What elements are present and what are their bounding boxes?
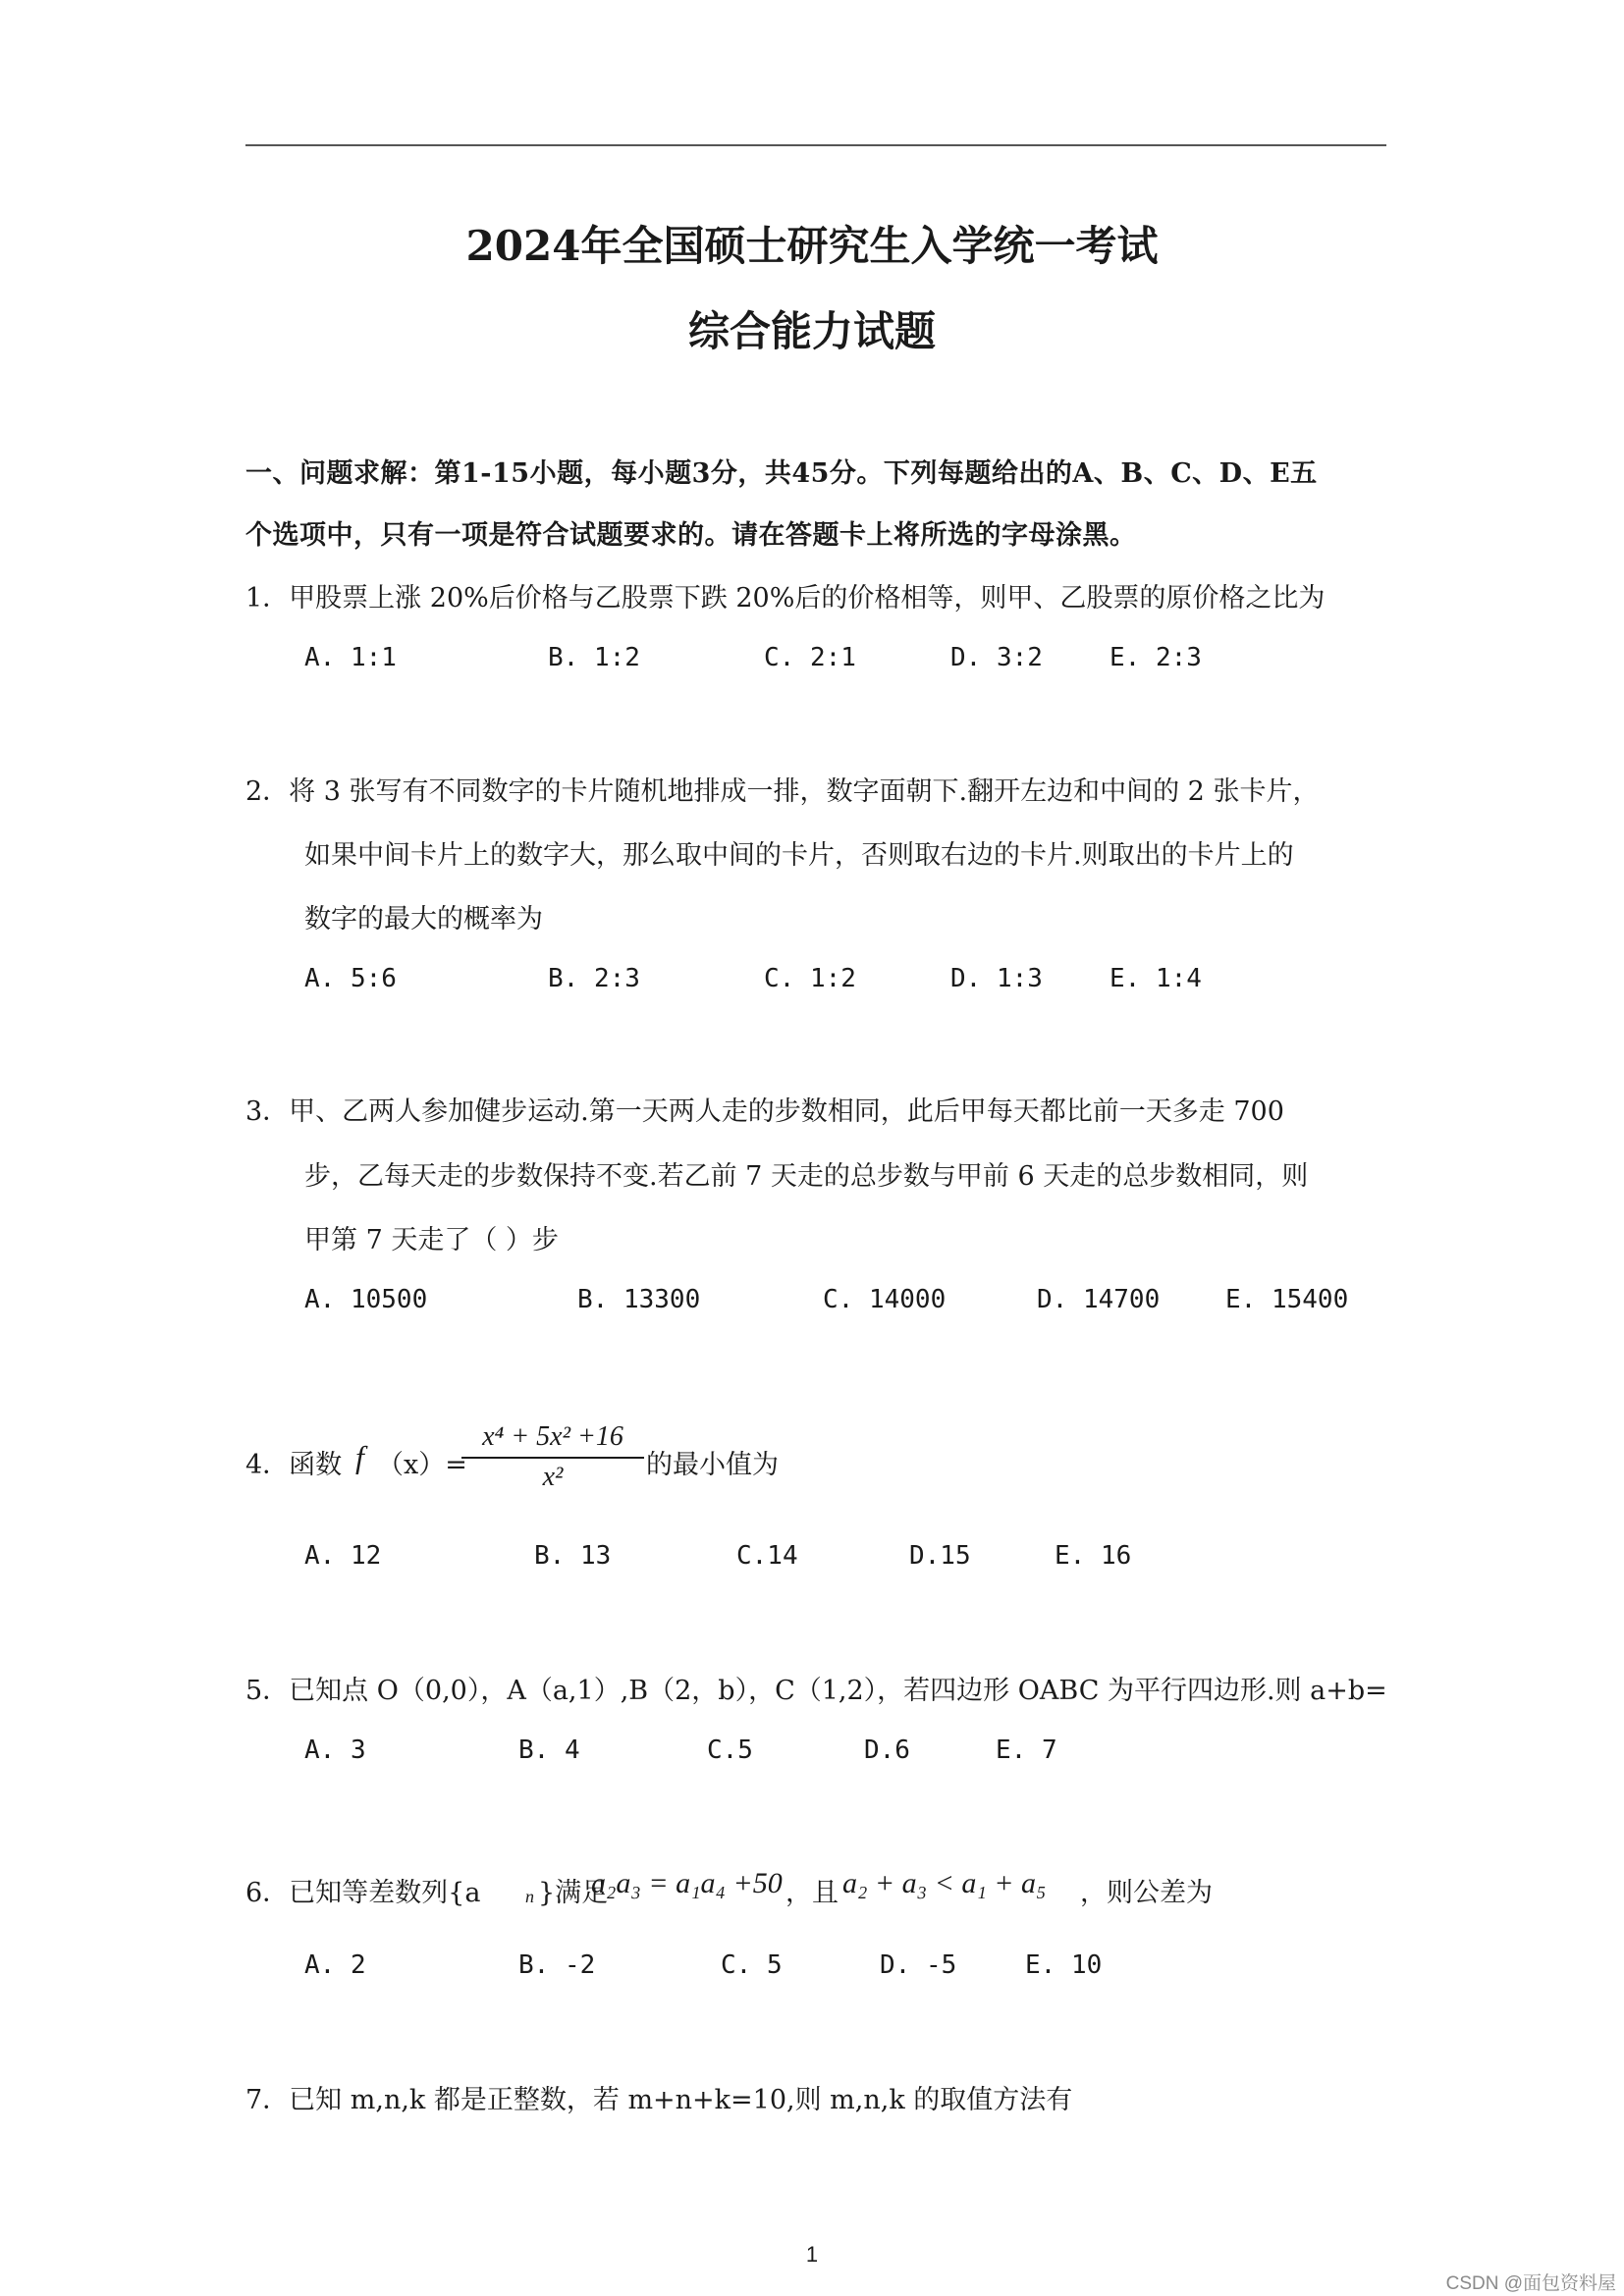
- question-6-prefix: 6．已知等差数列{a: [245, 1878, 481, 1908]
- option: E. 2:3: [1110, 643, 1202, 672]
- option: D. 3:2: [950, 643, 1043, 672]
- option: D. -5: [880, 1950, 957, 1980]
- option: D.15: [909, 1541, 971, 1571]
- option: C. 1:2: [764, 964, 856, 993]
- sequence-subscript: n: [525, 1887, 534, 1906]
- option: A. 1:1: [304, 643, 397, 672]
- option: C.5: [707, 1735, 753, 1765]
- option: E. 7: [996, 1735, 1057, 1765]
- fraction: [460, 1419, 646, 1496]
- question-2-text-cont: 数字的最大的概率为: [304, 904, 543, 934]
- question-6-suffix: ，则公差为: [1080, 1878, 1213, 1908]
- condition-equation: a₂a₃ = a₁a₄ +50: [591, 1867, 783, 1899]
- section-instruction-line-2: 个选项中，只有一项是符合试题要求的。请在答题卡上将所选的字母涂黑。: [245, 520, 1137, 551]
- option: E. 10: [1025, 1950, 1103, 1980]
- option: B. 13: [534, 1541, 612, 1571]
- question-3-text: 3．甲、乙两人参加健步运动.第一天两人走的步数相同，此后甲每天都比前一天多走 700: [245, 1096, 1284, 1127]
- option: D. 14700: [1037, 1285, 1161, 1314]
- option: A. 10500: [304, 1285, 428, 1314]
- question-3-text-cont: 甲第 7 天走了（ ）步: [304, 1225, 559, 1255]
- option: D.6: [864, 1735, 910, 1765]
- option: A. 3: [304, 1735, 366, 1765]
- option: E. 15400: [1225, 1285, 1349, 1314]
- section-instruction-line-1: 一、问题求解：第1-15小题，每小题3分，共45分。下列每题给出的A、B、C、D、E五: [245, 458, 1318, 489]
- option: B. 1:2: [548, 643, 640, 672]
- option: A. 12: [304, 1541, 382, 1571]
- option: D. 1:3: [950, 964, 1043, 993]
- option: B. 4: [518, 1735, 580, 1765]
- option: B. 13300: [577, 1285, 701, 1314]
- option: B. -2: [518, 1950, 596, 1980]
- option: B. 2:3: [548, 964, 640, 993]
- fraction-denominator: x²: [542, 1462, 564, 1492]
- question-6-mid: }满足: [538, 1878, 609, 1908]
- option: A. 5:6: [304, 964, 397, 993]
- function-name: f: [355, 1439, 364, 1474]
- function-argument: （x）=: [377, 1450, 467, 1480]
- question-3-text-cont: 步，乙每天走的步数保持不变.若乙前 7 天走的总步数与甲前 6 天走的总步数相同，则: [304, 1161, 1309, 1192]
- question-1-text: 1．甲股票上涨 20%后价格与乙股票下跌 20%后的价格相等，则甲、乙股票的原价格之比为: [245, 583, 1326, 614]
- option: C. 14000: [823, 1285, 947, 1314]
- question-4-suffix: 的最小值为: [646, 1450, 779, 1480]
- option: E. 16: [1055, 1541, 1132, 1571]
- option: C. 2:1: [764, 643, 856, 672]
- option: C. 5: [721, 1950, 783, 1980]
- option: E. 1:4: [1110, 964, 1202, 993]
- exam-title: 2024年全国硕士研究生入学统一考试: [465, 222, 1159, 270]
- question-6-mid2: ，且: [785, 1878, 839, 1908]
- page-number: 1: [805, 2242, 819, 2267]
- question-7-text: 7．已知 m,n,k 都是正整数，若 m+n+k=10,则 m,n,k 的取值方法有: [245, 2085, 1073, 2115]
- header-rule: [245, 144, 1386, 146]
- question-4-prefix: 4．函数: [245, 1450, 343, 1480]
- watermark: CSDN @面包资料屋: [1445, 2273, 1616, 2294]
- question-5-text: 5．已知点 O（0,0），A（a,1）,B（2，b），C（1,2），若四边形 OABC 为平行四边形.则 a+b=: [245, 1676, 1387, 1706]
- question-2-text-cont: 如果中间卡片上的数字大，那么取中间的卡片，否则取右边的卡片.则取出的卡片上的: [304, 840, 1294, 871]
- condition-inequality: a₂ + a₃ < a₁ + a₅: [842, 1867, 1047, 1899]
- exam-subtitle: 综合能力试题: [687, 307, 936, 355]
- question-2-text: 2．将 3 张写有不同数字的卡片随机地排成一排，数字面朝下.翻开左边和中间的 2 张卡片，: [245, 776, 1320, 807]
- option: A. 2: [304, 1950, 366, 1980]
- option: C.14: [736, 1541, 798, 1571]
- fraction-numerator: x⁴ + 5x² +16: [482, 1421, 623, 1452]
